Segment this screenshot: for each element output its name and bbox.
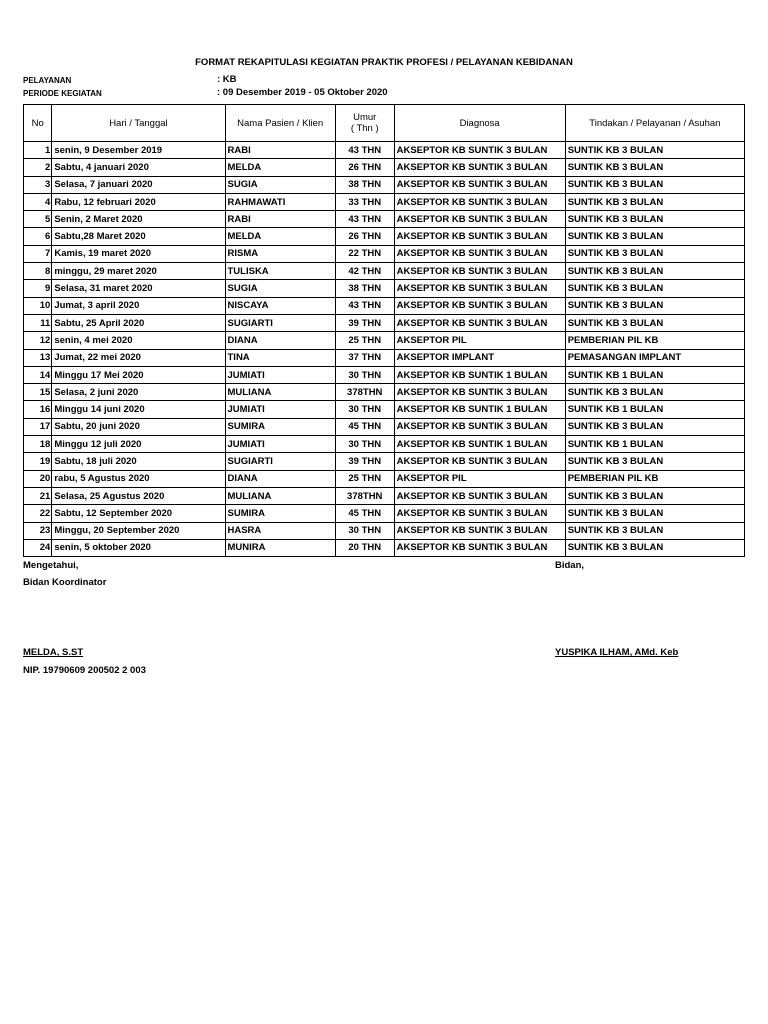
cell-age: 20 THN	[335, 539, 394, 556]
cell-age: 38 THN	[335, 280, 394, 297]
cell-age: 43 THN	[335, 211, 394, 228]
cell-age: 45 THN	[335, 418, 394, 435]
cell-no: 9	[24, 280, 52, 297]
periode-label: PERIODE KEGIATAN	[23, 89, 102, 98]
table-row	[24, 349, 745, 366]
cell-action: SUNTIK KB 3 BULAN	[565, 228, 744, 245]
cell-diagnosis: AKSEPTOR KB SUNTIK 3 BULAN	[394, 263, 565, 280]
cell-diagnosis: AKSEPTOR KB SUNTIK 3 BULAN	[394, 159, 565, 176]
cell-action: SUNTIK KB 3 BULAN	[565, 505, 744, 522]
cell-date: Sabtu, 12 September 2020	[52, 505, 225, 522]
cell-no: 18	[24, 436, 52, 453]
cell-age: 38 THN	[335, 176, 394, 193]
cell-date: Selasa, 7 januari 2020	[52, 176, 225, 193]
cell-patient-name: SUGIARTI	[225, 314, 335, 331]
right-signatory-name: YUSPIKA ILHAM, AMd. Keb	[555, 647, 679, 658]
cell-date: Jumat, 22 mei 2020	[52, 349, 225, 366]
table-row	[24, 384, 745, 401]
cell-action: SUNTIK KB 3 BULAN	[565, 159, 744, 176]
table-row	[24, 297, 745, 314]
cell-patient-name: RABI	[225, 142, 335, 159]
cell-no: 5	[24, 211, 52, 228]
table-row	[24, 280, 745, 297]
cell-action: SUNTIK KB 3 BULAN	[565, 297, 744, 314]
cell-date: senin, 4 mei 2020	[52, 332, 225, 349]
cell-action: SUNTIK KB 1 BULAN	[565, 401, 744, 418]
cell-diagnosis: AKSEPTOR PIL	[394, 332, 565, 349]
cell-patient-name: DIANA	[225, 332, 335, 349]
table-row	[24, 193, 745, 210]
cell-no: 15	[24, 384, 52, 401]
cell-date: Minggu 17 Mei 2020	[52, 366, 225, 383]
cell-diagnosis: AKSEPTOR KB SUNTIK 3 BULAN	[394, 297, 565, 314]
cell-diagnosis: AKSEPTOR PIL	[394, 470, 565, 487]
cell-no: 23	[24, 522, 52, 539]
cell-action: SUNTIK KB 3 BULAN	[565, 193, 744, 210]
cell-age: 30 THN	[335, 522, 394, 539]
cell-age: 43 THN	[335, 142, 394, 159]
cell-date: Rabu, 12 februari 2020	[52, 193, 225, 210]
cell-patient-name: MULIANA	[225, 487, 335, 504]
cell-date: Selasa, 31 maret 2020	[52, 280, 225, 297]
cell-age: 22 THN	[335, 245, 394, 262]
cell-action: SUNTIK KB 3 BULAN	[565, 245, 744, 262]
table-row	[24, 159, 745, 176]
cell-age: 26 THN	[335, 159, 394, 176]
cell-diagnosis: AKSEPTOR KB SUNTIK 3 BULAN	[394, 280, 565, 297]
header-age-line2: ( Thn )	[350, 123, 379, 134]
cell-age: 42 THN	[335, 263, 394, 280]
cell-diagnosis: AKSEPTOR KB SUNTIK 1 BULAN	[394, 401, 565, 418]
cell-date: Selasa, 25 Agustus 2020	[52, 487, 225, 504]
pelayanan-value: : KB	[217, 74, 237, 85]
cell-patient-name: TULISKA	[225, 263, 335, 280]
table-row	[24, 176, 745, 193]
cell-no: 12	[24, 332, 52, 349]
cell-patient-name: RISMA	[225, 245, 335, 262]
cell-date: minggu, 29 maret 2020	[52, 263, 225, 280]
cell-no: 8	[24, 263, 52, 280]
cell-date: Senin, 2 Maret 2020	[52, 211, 225, 228]
cell-diagnosis: AKSEPTOR KB SUNTIK 3 BULAN	[394, 142, 565, 159]
left-signatory-name: MELDA, S.ST	[23, 647, 84, 658]
cell-no: 14	[24, 366, 52, 383]
cell-diagnosis: AKSEPTOR KB SUNTIK 1 BULAN	[394, 366, 565, 383]
cell-date: Jumat, 3 april 2020	[52, 297, 225, 314]
cell-age: 43 THN	[335, 297, 394, 314]
cell-date: rabu, 5 Agustus 2020	[52, 470, 225, 487]
table-row	[24, 332, 745, 349]
cell-age: 26 THN	[335, 228, 394, 245]
cell-diagnosis: AKSEPTOR KB SUNTIK 3 BULAN	[394, 522, 565, 539]
cell-no: 11	[24, 314, 52, 331]
cell-action: SUNTIK KB 3 BULAN	[565, 487, 744, 504]
header-action: Tindakan / Pelayanan / Asuhan	[565, 105, 744, 142]
bidan-koordinator-text: Bidan Koordinator	[23, 577, 107, 588]
header-date: Hari / Tanggal	[52, 105, 225, 142]
cell-patient-name: MUNIRA	[225, 539, 335, 556]
cell-action: SUNTIK KB 3 BULAN	[565, 314, 744, 331]
cell-date: Minggu, 20 September 2020	[52, 522, 225, 539]
cell-no: 19	[24, 453, 52, 470]
cell-age: 39 THN	[335, 453, 394, 470]
cell-date: Minggu 14 juni 2020	[52, 401, 225, 418]
cell-action: SUNTIK KB 3 BULAN	[565, 384, 744, 401]
table-header-row	[24, 105, 745, 142]
cell-diagnosis: AKSEPTOR KB SUNTIK 3 BULAN	[394, 314, 565, 331]
table-row	[24, 453, 745, 470]
cell-diagnosis: AKSEPTOR KB SUNTIK 3 BULAN	[394, 453, 565, 470]
cell-diagnosis: AKSEPTOR KB SUNTIK 3 BULAN	[394, 418, 565, 435]
cell-action: SUNTIK KB 3 BULAN	[565, 522, 744, 539]
header-no: No	[24, 105, 52, 142]
cell-patient-name: RAHMAWATI	[225, 193, 335, 210]
header-name: Nama Pasien / Klien	[225, 105, 335, 142]
cell-action: SUNTIK KB 3 BULAN	[565, 211, 744, 228]
periode-value: : 09 Desember 2019 - 05 Oktober 2020	[217, 87, 388, 98]
header-age	[335, 105, 394, 142]
cell-action: SUNTIK KB 3 BULAN	[565, 280, 744, 297]
cell-age: 25 THN	[335, 332, 394, 349]
cell-patient-name: JUMIATI	[225, 401, 335, 418]
cell-date: Sabtu,28 Maret 2020	[52, 228, 225, 245]
cell-age: 30 THN	[335, 401, 394, 418]
cell-date: Selasa, 2 juni 2020	[52, 384, 225, 401]
cell-no: 4	[24, 193, 52, 210]
cell-age: 45 THN	[335, 505, 394, 522]
table-row	[24, 228, 745, 245]
table-row	[24, 366, 745, 383]
cell-action: SUNTIK KB 3 BULAN	[565, 418, 744, 435]
cell-date: Kamis, 19 maret 2020	[52, 245, 225, 262]
mengetahui-text: Mengetahui,	[23, 560, 79, 571]
table-row	[24, 505, 745, 522]
cell-action: SUNTIK KB 1 BULAN	[565, 366, 744, 383]
cell-patient-name: JUMIATI	[225, 366, 335, 383]
table-row	[24, 436, 745, 453]
cell-no: 20	[24, 470, 52, 487]
cell-age: 30 THN	[335, 436, 394, 453]
cell-patient-name: MELDA	[225, 159, 335, 176]
cell-patient-name: NISCAYA	[225, 297, 335, 314]
cell-no: 13	[24, 349, 52, 366]
cell-no: 3	[24, 176, 52, 193]
cell-action: SUNTIK KB 3 BULAN	[565, 176, 744, 193]
cell-diagnosis: AKSEPTOR KB SUNTIK 3 BULAN	[394, 228, 565, 245]
recap-table	[23, 104, 745, 557]
cell-age: 30 THN	[335, 366, 394, 383]
cell-diagnosis: AKSEPTOR KB SUNTIK 3 BULAN	[394, 505, 565, 522]
cell-patient-name: DIANA	[225, 470, 335, 487]
cell-patient-name: SUMIRA	[225, 505, 335, 522]
cell-date: Sabtu, 20 juni 2020	[52, 418, 225, 435]
cell-no: 10	[24, 297, 52, 314]
cell-date: Minggu 12 juli 2020	[52, 436, 225, 453]
cell-no: 21	[24, 487, 52, 504]
table-row	[24, 401, 745, 418]
cell-patient-name: SUGIA	[225, 280, 335, 297]
cell-diagnosis: AKSEPTOR KB SUNTIK 3 BULAN	[394, 176, 565, 193]
table-row	[24, 211, 745, 228]
table-row	[24, 142, 745, 159]
cell-no: 7	[24, 245, 52, 262]
cell-age: 378THN	[335, 487, 394, 504]
table-body	[24, 142, 745, 557]
cell-date: Sabtu, 18 juli 2020	[52, 453, 225, 470]
cell-action: SUNTIK KB 3 BULAN	[565, 539, 744, 556]
cell-action: PEMBERIAN PIL KB	[565, 470, 744, 487]
cell-age: 39 THN	[335, 314, 394, 331]
header-diagnosis: Diagnosa	[394, 105, 565, 142]
cell-no: 1	[24, 142, 52, 159]
cell-no: 2	[24, 159, 52, 176]
cell-no: 22	[24, 505, 52, 522]
cell-no: 17	[24, 418, 52, 435]
cell-patient-name: RABI	[225, 211, 335, 228]
cell-age: 37 THN	[335, 349, 394, 366]
cell-diagnosis: AKSEPTOR KB SUNTIK 3 BULAN	[394, 193, 565, 210]
cell-action: PEMASANGAN IMPLANT	[565, 349, 744, 366]
cell-action: PEMBERIAN PIL KB	[565, 332, 744, 349]
table-row	[24, 487, 745, 504]
cell-patient-name: TINA	[225, 349, 335, 366]
cell-diagnosis: AKSEPTOR KB SUNTIK 3 BULAN	[394, 539, 565, 556]
pelayanan-label: PELAYANAN	[23, 76, 72, 85]
cell-diagnosis: AKSEPTOR KB SUNTIK 3 BULAN	[394, 211, 565, 228]
cell-action: SUNTIK KB 1 BULAN	[565, 436, 744, 453]
cell-diagnosis: AKSEPTOR KB SUNTIK 3 BULAN	[394, 384, 565, 401]
cell-age: 33 THN	[335, 193, 394, 210]
cell-no: 16	[24, 401, 52, 418]
cell-no: 24	[24, 539, 52, 556]
left-signatory-nip: NIP. 19790609 200502 2 003	[23, 665, 146, 676]
cell-patient-name: SUGIA	[225, 176, 335, 193]
table-row	[24, 522, 745, 539]
cell-patient-name: MELDA	[225, 228, 335, 245]
cell-age: 25 THN	[335, 470, 394, 487]
cell-diagnosis: AKSEPTOR KB SUNTIK 1 BULAN	[394, 436, 565, 453]
header-age-line1: Umur	[353, 112, 377, 123]
cell-action: SUNTIK KB 3 BULAN	[565, 263, 744, 280]
cell-date: senin, 9 Desember 2019	[52, 142, 225, 159]
cell-no: 6	[24, 228, 52, 245]
table-row	[24, 314, 745, 331]
cell-diagnosis: AKSEPTOR KB SUNTIK 3 BULAN	[394, 487, 565, 504]
cell-date: Sabtu, 4 januari 2020	[52, 159, 225, 176]
cell-date: Sabtu, 25 April 2020	[52, 314, 225, 331]
cell-patient-name: SUMIRA	[225, 418, 335, 435]
table-row	[24, 263, 745, 280]
table-row	[24, 539, 745, 556]
cell-action: SUNTIK KB 3 BULAN	[565, 142, 744, 159]
cell-patient-name: HASRA	[225, 522, 335, 539]
table-row	[24, 470, 745, 487]
table-row	[24, 418, 745, 435]
cell-date: senin, 5 oktober 2020	[52, 539, 225, 556]
document-title: FORMAT REKAPITULASI KEGIATAN PRAKTIK PROFESI / PELAYANAN KEBIDANAN	[195, 57, 573, 68]
cell-action: SUNTIK KB 3 BULAN	[565, 453, 744, 470]
cell-patient-name: MULIANA	[225, 384, 335, 401]
cell-patient-name: JUMIATI	[225, 436, 335, 453]
cell-age: 378THN	[335, 384, 394, 401]
cell-diagnosis: AKSEPTOR KB SUNTIK 3 BULAN	[394, 245, 565, 262]
cell-diagnosis: AKSEPTOR IMPLANT	[394, 349, 565, 366]
cell-patient-name: SUGIARTI	[225, 453, 335, 470]
bidan-text: Bidan,	[555, 560, 585, 571]
table-row	[24, 245, 745, 262]
